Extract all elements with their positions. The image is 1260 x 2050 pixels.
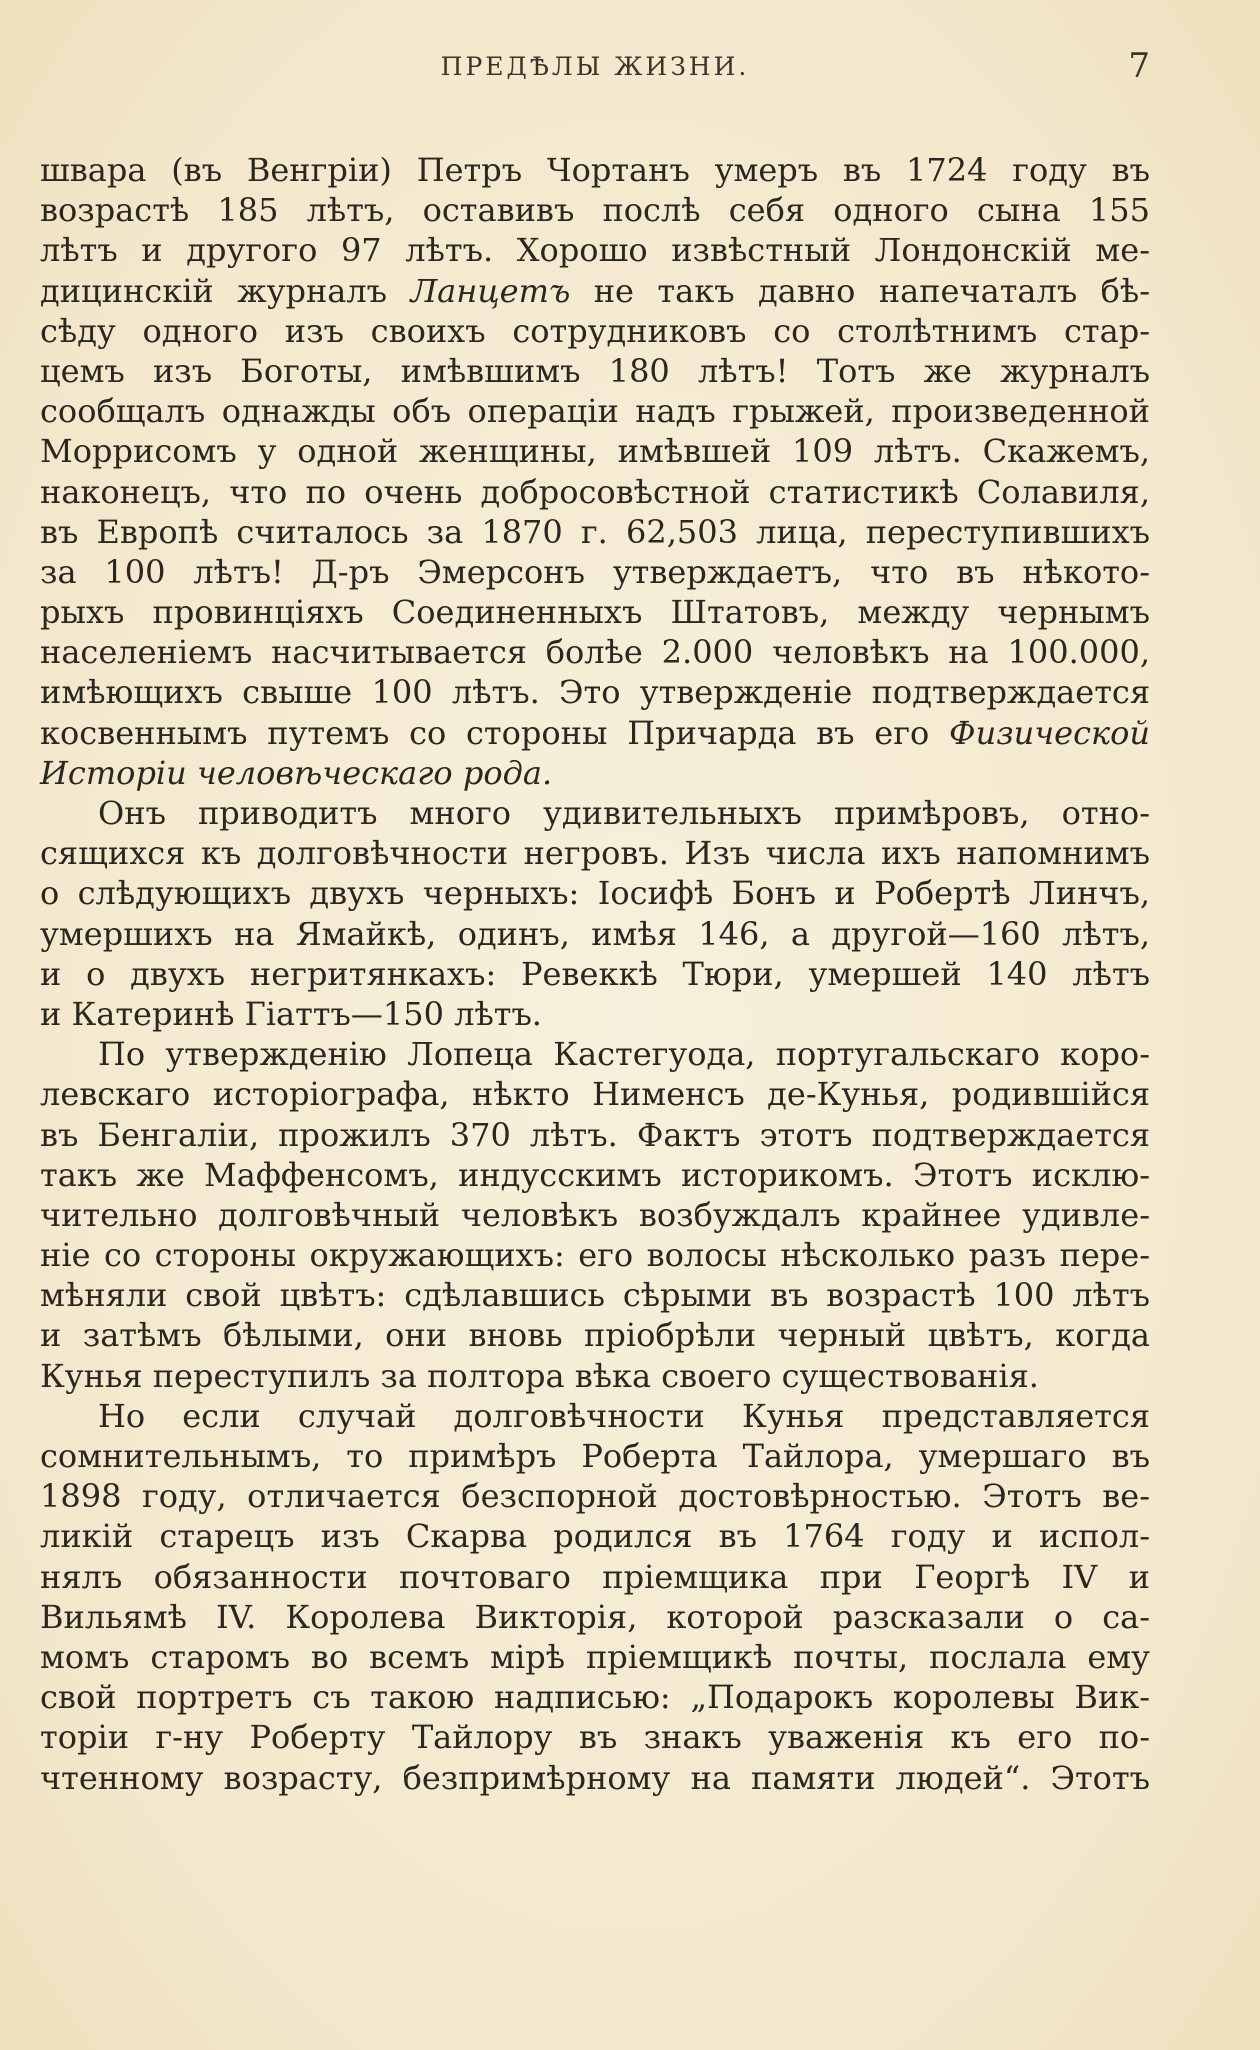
paragraph-start: Но если случай долговѣчности Кунья представляется — [98, 1396, 1150, 1435]
text-line: нялъ обязанности почтоваго пріемщика при Георгѣ IV и — [40, 1557, 1150, 1596]
text-line: чительно долговѣчный человѣкъ возбуждалъ крайнее удивле- — [40, 1195, 1150, 1234]
text-line: Вильямѣ IV. Королева Викторія, которой разсказали о са- — [40, 1597, 1150, 1636]
text-line: сомнительнымъ, то примѣръ Роберта Тайлора, умершаго въ — [40, 1437, 1150, 1475]
paragraph-end: Кунья переступилъ за полтора вѣка своего существованія. — [40, 1356, 1039, 1395]
text-line: левскаго исторіографа, нѣкто Нименсъ де-Кунья, родившійся — [40, 1075, 1150, 1114]
page-header — [40, 46, 1150, 102]
italic-title: Физической — [949, 713, 1151, 752]
text-line: возрастѣ 185 лѣтъ, оставивъ послѣ себя одного сына 155 — [40, 191, 1150, 230]
text-line: наконецъ, что по очень добросовѣстной статистикѣ Солавиля, — [40, 472, 1150, 511]
text-line: торіи г-ну Роберту Тайлору въ знакъ уваженія къ его по- — [40, 1718, 1150, 1757]
text-line: имѣющихъ свыше 100 лѣтъ. Это утвержденіе подтверждается — [40, 673, 1150, 712]
text-line: 1898 году, отличается безспорной достовѣрностью. Этотъ ве- — [40, 1477, 1150, 1516]
text-line: такъ же Маффенсомъ, индусскимъ историкомъ. Этотъ исклю- — [40, 1155, 1150, 1194]
text-line: швара (въ Венгріи) Петръ Чортанъ умеръ въ 1724 году въ — [40, 151, 1150, 189]
paragraph-end: и Катеринѣ Гіаттъ—150 лѣтъ. — [40, 994, 542, 1033]
text-line: сѣду одного изъ своихъ сотрудниковъ со столѣтнимъ стар- — [40, 311, 1150, 350]
text-line-with-italic — [40, 271, 1150, 311]
text-line: за 100 лѣтъ! Д-ръ Эмерсонъ утверждаетъ, что въ нѣкото- — [40, 552, 1150, 591]
text-line: ликій старецъ изъ Скарва родился въ 1764 году и испол- — [40, 1517, 1150, 1556]
body-text — [40, 150, 1150, 1798]
text-line: и затѣмъ бѣлыми, они вновь пріобрѣли черный цвѣтъ, когда — [40, 1316, 1150, 1355]
text-line-with-italic — [40, 713, 1150, 753]
page-number: 7 — [1128, 46, 1150, 86]
text-line: ніе со стороны окружающихъ: его волосы нѣсколько разъ пере- — [40, 1236, 1150, 1275]
text-line: мѣняли свой цвѣтъ: сдѣлавшись сѣрыми въ возрастѣ 100 лѣтъ — [40, 1276, 1150, 1315]
text-fragment: не такъ давно напечаталъ бѣ- — [593, 271, 1150, 310]
text-line: сообщалъ однажды объ операціи надъ грыжей, произведенной — [40, 392, 1150, 431]
text-line: въ Европѣ считалось за 1870 г. 62,503 лица, переступившихъ — [40, 512, 1150, 551]
italic-title: Ланцетъ — [410, 271, 571, 310]
text-fragment: дицинскій журналъ — [40, 271, 388, 310]
text-line: въ Бенгаліи, прожилъ 370 лѣтъ. Фактъ этотъ подтверждается — [40, 1115, 1150, 1154]
paragraph-start: По утвержденію Лопеца Кастегуода, португальскаго коро- — [98, 1035, 1150, 1074]
running-head: ПРЕДѢЛЫ ЖИЗНИ. — [440, 52, 750, 81]
text-line: Моррисомъ у одной женщины, имѣвшей 109 лѣтъ. Скажемъ, — [40, 432, 1150, 471]
paragraph-start: Онъ приводитъ много удивительныхъ примѣровъ, отно- — [98, 794, 1150, 832]
text-fragment: косвеннымъ путемъ со стороны Причарда въ его — [40, 713, 930, 752]
text-line: умершихъ на Ямайкѣ, одинъ, имѣя 146, а другой—160 лѣтъ, — [40, 914, 1150, 953]
italic-title-line: Исторіи человѣческаго рода. — [40, 753, 553, 792]
text-line: населеніемъ насчитывается болѣе 2.000 человѣкъ на 100.000, — [40, 633, 1150, 672]
text-line: и о двухъ негритянкахъ: Ревеккѣ Тюри, умершей 140 лѣтъ — [40, 954, 1150, 993]
text-line: о слѣдующихъ двухъ черныхъ: Іосифѣ Бонъ и Робертѣ Линчъ, — [40, 874, 1150, 913]
text-line: рыхъ провинціяхъ Соединенныхъ Штатовъ, между чернымъ — [40, 593, 1150, 632]
text-line: чтенному возрасту, безпримѣрному на памяти людей“. Этотъ — [40, 1758, 1150, 1797]
text-line: цемъ изъ Боготы, имѣвшимъ 180 лѣтъ! Тотъ же журналъ — [40, 351, 1150, 390]
text-line: момъ старомъ во всемъ мірѣ пріемщикѣ почты, послала ему — [40, 1637, 1150, 1676]
text-line: сящихся къ долговѣчности негровъ. Изъ числа ихъ напомнимъ — [40, 834, 1150, 873]
text-line: лѣтъ и другого 97 лѣтъ. Хорошо извѣстный Лондонскій ме- — [40, 231, 1150, 270]
text-line: свой портретъ съ такою надписью: „Подарокъ королевы Вик- — [40, 1678, 1150, 1717]
